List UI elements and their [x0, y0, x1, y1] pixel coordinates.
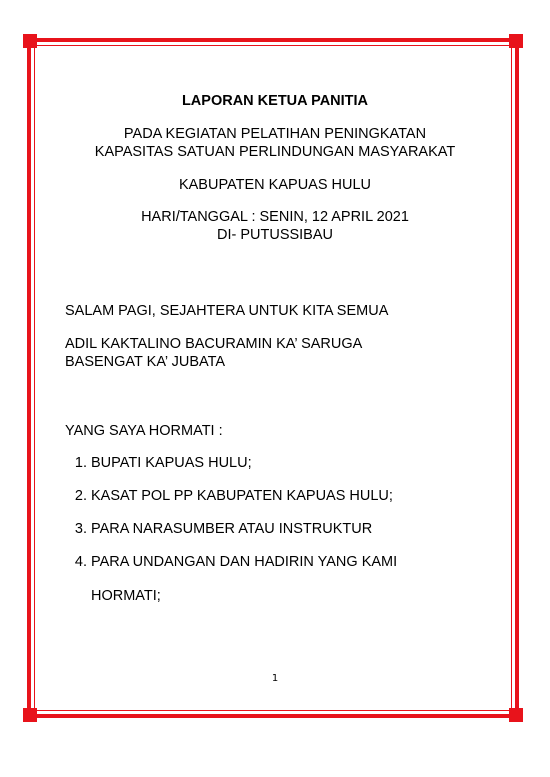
place-line: DI- PUTUSSIBAU [216, 227, 333, 243]
page-number: 1 [271, 673, 279, 684]
subtitle-line-1: PADA KEGIATAN PELATIHAN PENINGKATAN [123, 126, 427, 142]
motto-line-2: BASENGAT KA’ JUBATA [65, 354, 226, 370]
list-item-continuation: HORMATI; [91, 588, 161, 604]
page-content [65, 92, 485, 605]
border-corner-bottom-right [509, 708, 523, 722]
date-line: HARI/TANGGAL : SENIN, 12 APRIL 2021 [141, 209, 409, 225]
border-corner-bottom-left [23, 708, 37, 722]
subtitle-line-2: KAPASITAS SATUAN PERLINDUNGAN MASYARAKAT [94, 144, 456, 160]
border-corner-top-right [509, 34, 523, 48]
list-item: 3. PARA NARASUMBER ATAU INSTRUKTUR [91, 520, 485, 538]
list-item: 4. PARA UNDANGAN DAN HADIRIN YANG KAMI HORMATI; [91, 553, 485, 605]
motto-line-1: ADIL KAKTALINO BACURAMIN KA’ SARUGA [65, 336, 363, 352]
list-item: 1. BUPATI KAPUAS HULU; [91, 454, 485, 472]
regency-line: KABUPATEN KAPUAS HULU [178, 177, 372, 193]
respected-list [65, 454, 485, 605]
greeting-line: SALAM PAGI, SEJAHTERA UNTUK KITA SEMUA [65, 303, 389, 319]
border-corner-top-left [23, 34, 37, 48]
document-title: LAPORAN KETUA PANITIA [181, 93, 369, 109]
list-item: 2. KASAT POL PP KABUPATEN KAPUAS HULU; [91, 487, 485, 505]
respected-heading: YANG SAYA HORMATI : [65, 423, 223, 439]
